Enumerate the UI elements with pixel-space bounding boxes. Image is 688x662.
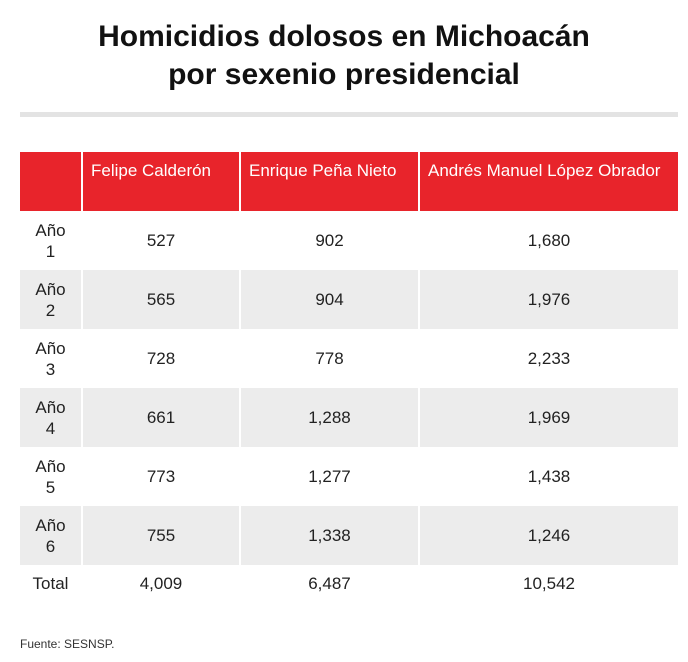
table-row: [20, 270, 678, 329]
cell-calderon: 755: [82, 506, 240, 565]
row-label: [20, 211, 82, 270]
cell-calderon: 773: [82, 447, 240, 506]
title-divider: [20, 112, 678, 117]
row-label: [20, 270, 82, 329]
cell-amlo: 1,969: [419, 388, 678, 447]
source-note: Fuente: SESNSP.: [20, 637, 115, 651]
header-pena-nieto: Enrique Peña Nieto: [240, 152, 419, 211]
row-label-text: Año 2: [35, 279, 66, 320]
cell-amlo: 1,438: [419, 447, 678, 506]
row-label-text: Año 3: [35, 338, 66, 379]
homicide-table: [20, 152, 678, 601]
title-line-1: Homicidios dolosos en Michoacán: [98, 20, 590, 53]
table-header-row: [20, 152, 678, 211]
cell-pena-nieto: 1,277: [240, 447, 419, 506]
total-pena-nieto: 6,487: [240, 565, 419, 601]
table-row: [20, 211, 678, 270]
cell-calderon: 728: [82, 329, 240, 388]
cell-amlo: 2,233: [419, 329, 678, 388]
cell-pena-nieto: 778: [240, 329, 419, 388]
table-row: [20, 447, 678, 506]
cell-amlo: 1,680: [419, 211, 678, 270]
cell-pena-nieto: 904: [240, 270, 419, 329]
header-calderon: Felipe Calderón: [82, 152, 240, 211]
cell-amlo: 1,246: [419, 506, 678, 565]
total-calderon: 4,009: [82, 565, 240, 601]
row-label: [20, 447, 82, 506]
cell-amlo: 1,976: [419, 270, 678, 329]
table-row: [20, 329, 678, 388]
page-title: [0, 18, 688, 94]
total-label: Total: [20, 565, 82, 601]
cell-pena-nieto: 902: [240, 211, 419, 270]
cell-pena-nieto: 1,338: [240, 506, 419, 565]
row-label-text: Año 6: [35, 515, 66, 556]
table-row: [20, 388, 678, 447]
row-label-text: Año 5: [35, 456, 66, 497]
table-row: [20, 506, 678, 565]
cell-pena-nieto: 1,288: [240, 388, 419, 447]
row-label-text: Año 1: [35, 220, 66, 261]
title-line-2: por sexenio presidencial: [168, 58, 520, 91]
total-row: [20, 565, 678, 601]
row-label: [20, 329, 82, 388]
row-label-text: Año 4: [35, 397, 66, 438]
cell-calderon: 527: [82, 211, 240, 270]
header-corner: [20, 152, 82, 211]
row-label: [20, 506, 82, 565]
header-amlo: Andrés Manuel López Obrador: [419, 152, 678, 211]
total-amlo: 10,542: [419, 565, 678, 601]
cell-calderon: 565: [82, 270, 240, 329]
cell-calderon: 661: [82, 388, 240, 447]
row-label: [20, 388, 82, 447]
